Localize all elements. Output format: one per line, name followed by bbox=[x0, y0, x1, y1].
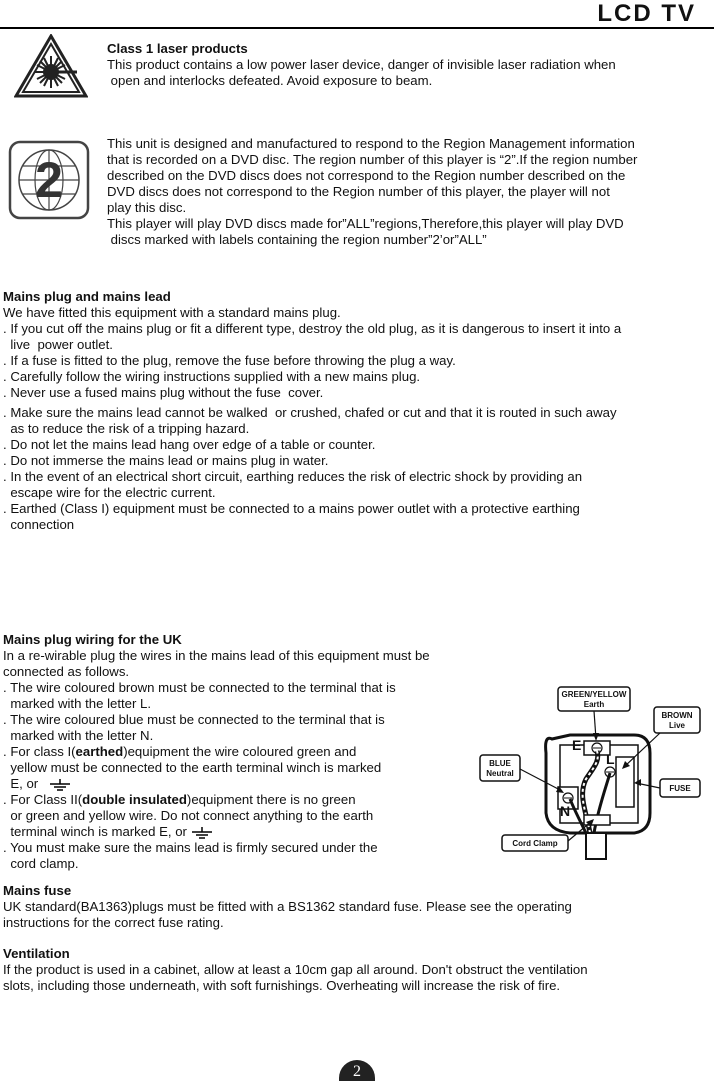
wiring-line: marked with the letter L. bbox=[3, 696, 152, 711]
wiring-text: )equipment the wire coloured green and bbox=[123, 744, 357, 759]
mains-lead-line: We have fitted this equipment with a standard mains plug. bbox=[3, 305, 341, 320]
mains-lead-line: . Do not let the mains lead hang over edge of a table or counter. bbox=[3, 437, 376, 452]
wiring-line bbox=[3, 776, 483, 792]
wiring-line: In a re-wirable plug the wires in the mains lead of this equipment must be bbox=[3, 648, 430, 663]
wiring-text: . For class I( bbox=[3, 744, 76, 759]
diagram-label-earth: Earth bbox=[583, 700, 605, 709]
wiring-line: . The wire coloured blue must be connected to the terminal that is bbox=[3, 712, 385, 727]
region-number: 2 bbox=[35, 152, 63, 208]
ventilation-line: If the product is used in a cabinet, allow at least a 10cm gap all around. Don't obstruct the ventilation bbox=[3, 962, 588, 977]
fuse-line: UK standard(BA1363)plugs must be fitted with a BS1362 standard fuse. Please see the operating bbox=[3, 899, 572, 914]
wiring-line: connected as follows. bbox=[3, 664, 130, 679]
fuse-line: instructions for the correct fuse rating. bbox=[3, 915, 224, 930]
mains-lead-line: connection bbox=[3, 517, 75, 532]
wiring-line bbox=[3, 744, 483, 760]
diagram-label-cord-clamp: Cord Clamp bbox=[512, 839, 558, 848]
wiring-line: . You must make sure the mains lead is firmly secured under the bbox=[3, 840, 378, 855]
diagram-label-neutral: Neutral bbox=[486, 769, 514, 778]
region-text-line: This unit is designed and manufactured to respond to the Region Management information bbox=[107, 136, 635, 151]
plug-wiring-diagram bbox=[474, 683, 710, 863]
wiring-line: cord clamp. bbox=[3, 856, 79, 871]
mains-lead-line: . Earthed (Class I) equipment must be connected to a mains power outlet with a protective earthing bbox=[3, 501, 580, 516]
region-text-line: described on the DVD discs does not correspond to the Region number described on the bbox=[107, 168, 626, 183]
fuse-heading: Mains fuse bbox=[3, 883, 72, 898]
wiring-line: . The wire coloured brown must be connected to the terminal that is bbox=[3, 680, 396, 695]
mains-lead-line: . If a fuse is fitted to the plug, remove the fuse before throwing the plug a way. bbox=[3, 353, 456, 368]
wiring-text: . For Class II( bbox=[3, 792, 83, 807]
earth-symbol-icon bbox=[49, 779, 71, 791]
wiring-line bbox=[3, 792, 483, 808]
page-header-title: LCD TV bbox=[597, 0, 696, 27]
mains-lead-line: . If you cut off the mains plug or fit a different type, destroy the old plug, as it is dangerous to insert it into a bbox=[3, 321, 622, 336]
wiring-text: terminal winch is marked E, or bbox=[3, 824, 187, 839]
mains-lead-line: . Do not immerse the mains lead or mains plug in water. bbox=[3, 453, 329, 468]
page-number: 2 bbox=[339, 1060, 375, 1081]
mains-lead-line: . Carefully follow the wiring instructions supplied with a new mains plug. bbox=[3, 369, 421, 384]
mains-lead-line: . In the event of an electrical short circuit, earthing reduces the risk of electric shock by providing an bbox=[3, 469, 583, 484]
region-text-line: play this disc. bbox=[107, 200, 187, 215]
wiring-bold-text: double insulated bbox=[82, 792, 187, 807]
mains-lead-heading: Mains plug and mains lead bbox=[3, 289, 171, 304]
diagram-label-fuse: FUSE bbox=[669, 784, 691, 793]
laser-text-line: This product contains a low power laser device, danger of invisible laser radiation when bbox=[107, 57, 616, 72]
ventilation-line: slots, including those underneath, with soft furnishings. Overheating will increase the risk of fire. bbox=[3, 978, 561, 993]
ventilation-heading: Ventilation bbox=[3, 946, 70, 961]
wiring-line: or green and yellow wire. Do not connect anything to the earth bbox=[3, 808, 374, 823]
wiring-text: )equipment there is no green bbox=[186, 792, 356, 807]
region-text-line: This player will play DVD discs made for”ALL”regions,Therefore,this player will play DVD bbox=[107, 216, 624, 231]
diagram-label-live: Live bbox=[668, 721, 685, 730]
header-rule bbox=[0, 27, 714, 29]
region-text-line: discs marked with labels containing the region number”2’or”ALL” bbox=[107, 232, 487, 247]
mains-lead-line: . Make sure the mains lead cannot be walked or crushed, chafed or cut and that it is routed in such away bbox=[3, 405, 617, 420]
mains-lead-line: . Never use a fused mains plug without the fuse cover. bbox=[3, 385, 324, 400]
wiring-heading-b: for the UK bbox=[118, 632, 182, 647]
region-text-line: that is recorded on a DVD disc. The region number of this player is “2”.If the region number bbox=[107, 152, 638, 167]
wiring-text: E, or bbox=[3, 776, 39, 791]
terminal-letter-e: E bbox=[572, 737, 582, 753]
wiring-line: marked with the letter N. bbox=[3, 728, 154, 743]
laser-warning-icon bbox=[14, 34, 88, 98]
diagram-label-green-yellow: GREEN/YELLOW bbox=[561, 690, 627, 699]
wiring-heading bbox=[3, 632, 483, 648]
diagram-label-blue: BLUE bbox=[489, 759, 511, 768]
mains-lead-line: live power outlet. bbox=[3, 337, 113, 352]
region-globe-icon bbox=[8, 140, 90, 220]
wiring-line bbox=[3, 824, 483, 840]
laser-text-line: open and interlocks defeated. Avoid exposure to beam. bbox=[107, 73, 433, 88]
wiring-line: yellow must be connected to the earth terminal winch is marked bbox=[3, 760, 382, 775]
terminal-letter-n: N bbox=[560, 803, 571, 819]
laser-heading: Class 1 laser products bbox=[107, 41, 248, 56]
diagram-label-brown: BROWN bbox=[661, 711, 693, 720]
wiring-heading-a: Mains plug wiring bbox=[3, 632, 115, 647]
mains-lead-line: as to reduce the risk of a tripping hazard. bbox=[3, 421, 250, 436]
earth-symbol-icon bbox=[191, 827, 213, 839]
region-text-line: DVD discs does not correspond to the Region number of this player, the player will not bbox=[107, 184, 610, 199]
terminal-letter-l: L bbox=[606, 751, 615, 767]
wiring-bold-text: earthed bbox=[75, 744, 124, 759]
mains-lead-line: escape wire for the electric current. bbox=[3, 485, 216, 500]
